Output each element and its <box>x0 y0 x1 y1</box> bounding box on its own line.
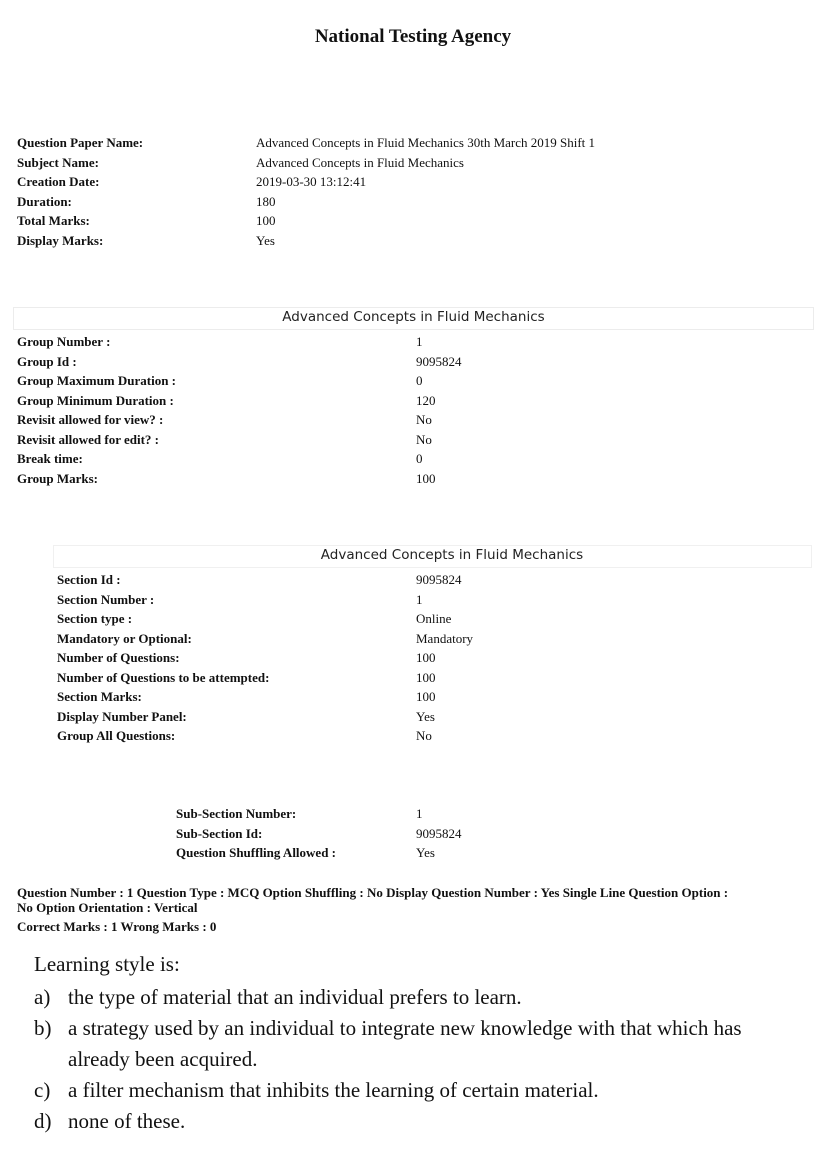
group-value: 0 <box>416 373 423 388</box>
section-value: Yes <box>416 708 435 724</box>
question-meta-line: Question Number : 1 Question Type : MCQ Option Shuffling : No Display Question Number : Yes Single Line Question Option : <box>17 885 729 900</box>
option-text: a filter mechanism that inhibits the learning of certain material. <box>68 1078 599 1102</box>
section-title: Advanced Concepts in Fluid Mechanics <box>320 547 584 563</box>
question-meta <box>17 886 812 935</box>
subsection-value: Yes <box>416 845 435 860</box>
info-label: Creation Date: <box>17 174 100 189</box>
option-a[interactable] <box>34 982 804 1013</box>
group-label: Revisit allowed for edit? : <box>17 431 160 447</box>
group-value: 120 <box>416 392 436 408</box>
question-body <box>34 949 804 1137</box>
section-value: Online <box>416 611 452 626</box>
group-value: 0 <box>416 451 423 466</box>
section-value: 9095824 <box>416 572 462 587</box>
section-row <box>57 687 807 707</box>
subsection-label: Question Shuffling Allowed : <box>176 845 337 860</box>
group-info <box>17 332 807 488</box>
group-label: Group Minimum Duration : <box>17 392 174 408</box>
group-row <box>17 352 807 372</box>
subsection-label: Sub-Section Id: <box>176 825 263 841</box>
group-label: Group Marks: <box>17 470 99 486</box>
group-value: 9095824 <box>416 353 462 369</box>
subsection-row <box>176 843 796 863</box>
group-label: Group Number : <box>17 334 111 349</box>
section-label: Section Number : <box>57 591 155 607</box>
option-b[interactable] <box>34 1013 804 1075</box>
option-text: a strategy used by an individual to integrate new knowledge with that which has already been acquired. <box>68 1016 742 1071</box>
section-info <box>57 570 807 746</box>
group-label: Group Maximum Duration : <box>17 373 177 388</box>
section-label: Section type : <box>57 611 133 626</box>
group-row <box>17 469 807 489</box>
group-row <box>17 391 807 411</box>
group-label: Group Id : <box>17 353 77 369</box>
info-value: Advanced Concepts in Fluid Mechanics <box>256 154 464 170</box>
group-label: Revisit allowed for view? : <box>17 412 164 427</box>
subsection-info <box>176 804 796 863</box>
page-title: National Testing Agency <box>314 26 512 47</box>
section-value: No <box>416 728 432 743</box>
section-label: Section Marks: <box>57 689 142 704</box>
info-row <box>17 133 807 153</box>
info-label: Subject Name: <box>17 154 99 170</box>
section-value: 100 <box>416 669 436 685</box>
info-label: Question Paper Name: <box>17 135 144 150</box>
info-label: Display Marks: <box>17 232 104 248</box>
group-row <box>17 332 807 352</box>
subsection-label: Sub-Section Number: <box>176 806 297 821</box>
option-text: the type of material that an individual prefers to learn. <box>68 985 522 1009</box>
subsection-value: 9095824 <box>416 825 462 841</box>
info-value: Yes <box>256 232 275 248</box>
group-row <box>17 430 807 450</box>
group-value: No <box>416 412 432 427</box>
info-row <box>17 153 807 173</box>
option-c[interactable] <box>34 1075 804 1106</box>
section-row <box>57 609 807 629</box>
info-label: Duration: <box>17 193 72 209</box>
info-value: 180 <box>256 193 276 209</box>
group-value: 100 <box>416 470 436 486</box>
group-title: Advanced Concepts in Fluid Mechanics <box>282 309 545 325</box>
section-value: 100 <box>416 689 436 704</box>
section-value: 1 <box>416 591 423 607</box>
info-row <box>17 192 807 212</box>
option-text: none of these. <box>68 1109 186 1133</box>
section-row <box>57 726 807 746</box>
section-label: Number of Questions to be attempted: <box>57 669 270 685</box>
section-row <box>57 648 807 668</box>
subsection-value: 1 <box>416 806 423 821</box>
section-value: 100 <box>416 650 436 665</box>
section-label: Section Id : <box>57 572 121 587</box>
info-row <box>17 231 807 251</box>
option-key: a) <box>34 985 51 1009</box>
group-value: 1 <box>416 334 423 349</box>
group-row <box>17 449 807 469</box>
question-stem: Learning style is: <box>34 952 180 976</box>
section-value: Mandatory <box>416 630 474 646</box>
info-row <box>17 172 807 192</box>
option-key: d) <box>34 1109 52 1133</box>
section-row <box>57 668 807 688</box>
question-marks: Correct Marks : 1 Wrong Marks : 0 <box>17 919 217 934</box>
info-value: Advanced Concepts in Fluid Mechanics 30th March 2019 Shift 1 <box>256 135 596 150</box>
section-row <box>57 629 807 649</box>
section-label: Number of Questions: <box>57 650 180 665</box>
info-value: 100 <box>256 213 276 228</box>
paper-info <box>17 133 807 250</box>
option-key: c) <box>34 1078 51 1102</box>
group-row <box>17 410 807 430</box>
group-row <box>17 371 807 391</box>
question-meta-line: No Option Orientation : Vertical <box>17 899 198 915</box>
option-d[interactable] <box>34 1106 804 1137</box>
subsection-row <box>176 824 796 844</box>
info-value: 2019-03-30 13:12:41 <box>256 174 367 189</box>
section-label: Mandatory or Optional: <box>57 630 192 646</box>
subsection-row <box>176 804 796 824</box>
group-label: Break time: <box>17 451 83 466</box>
section-row <box>57 590 807 610</box>
info-label: Total Marks: <box>17 213 90 228</box>
section-label: Group All Questions: <box>57 728 176 743</box>
group-value: No <box>416 431 432 447</box>
section-label: Display Number Panel: <box>57 708 187 724</box>
section-row <box>57 707 807 727</box>
info-row <box>17 211 807 231</box>
option-key: b) <box>34 1016 52 1040</box>
section-row <box>57 570 807 590</box>
